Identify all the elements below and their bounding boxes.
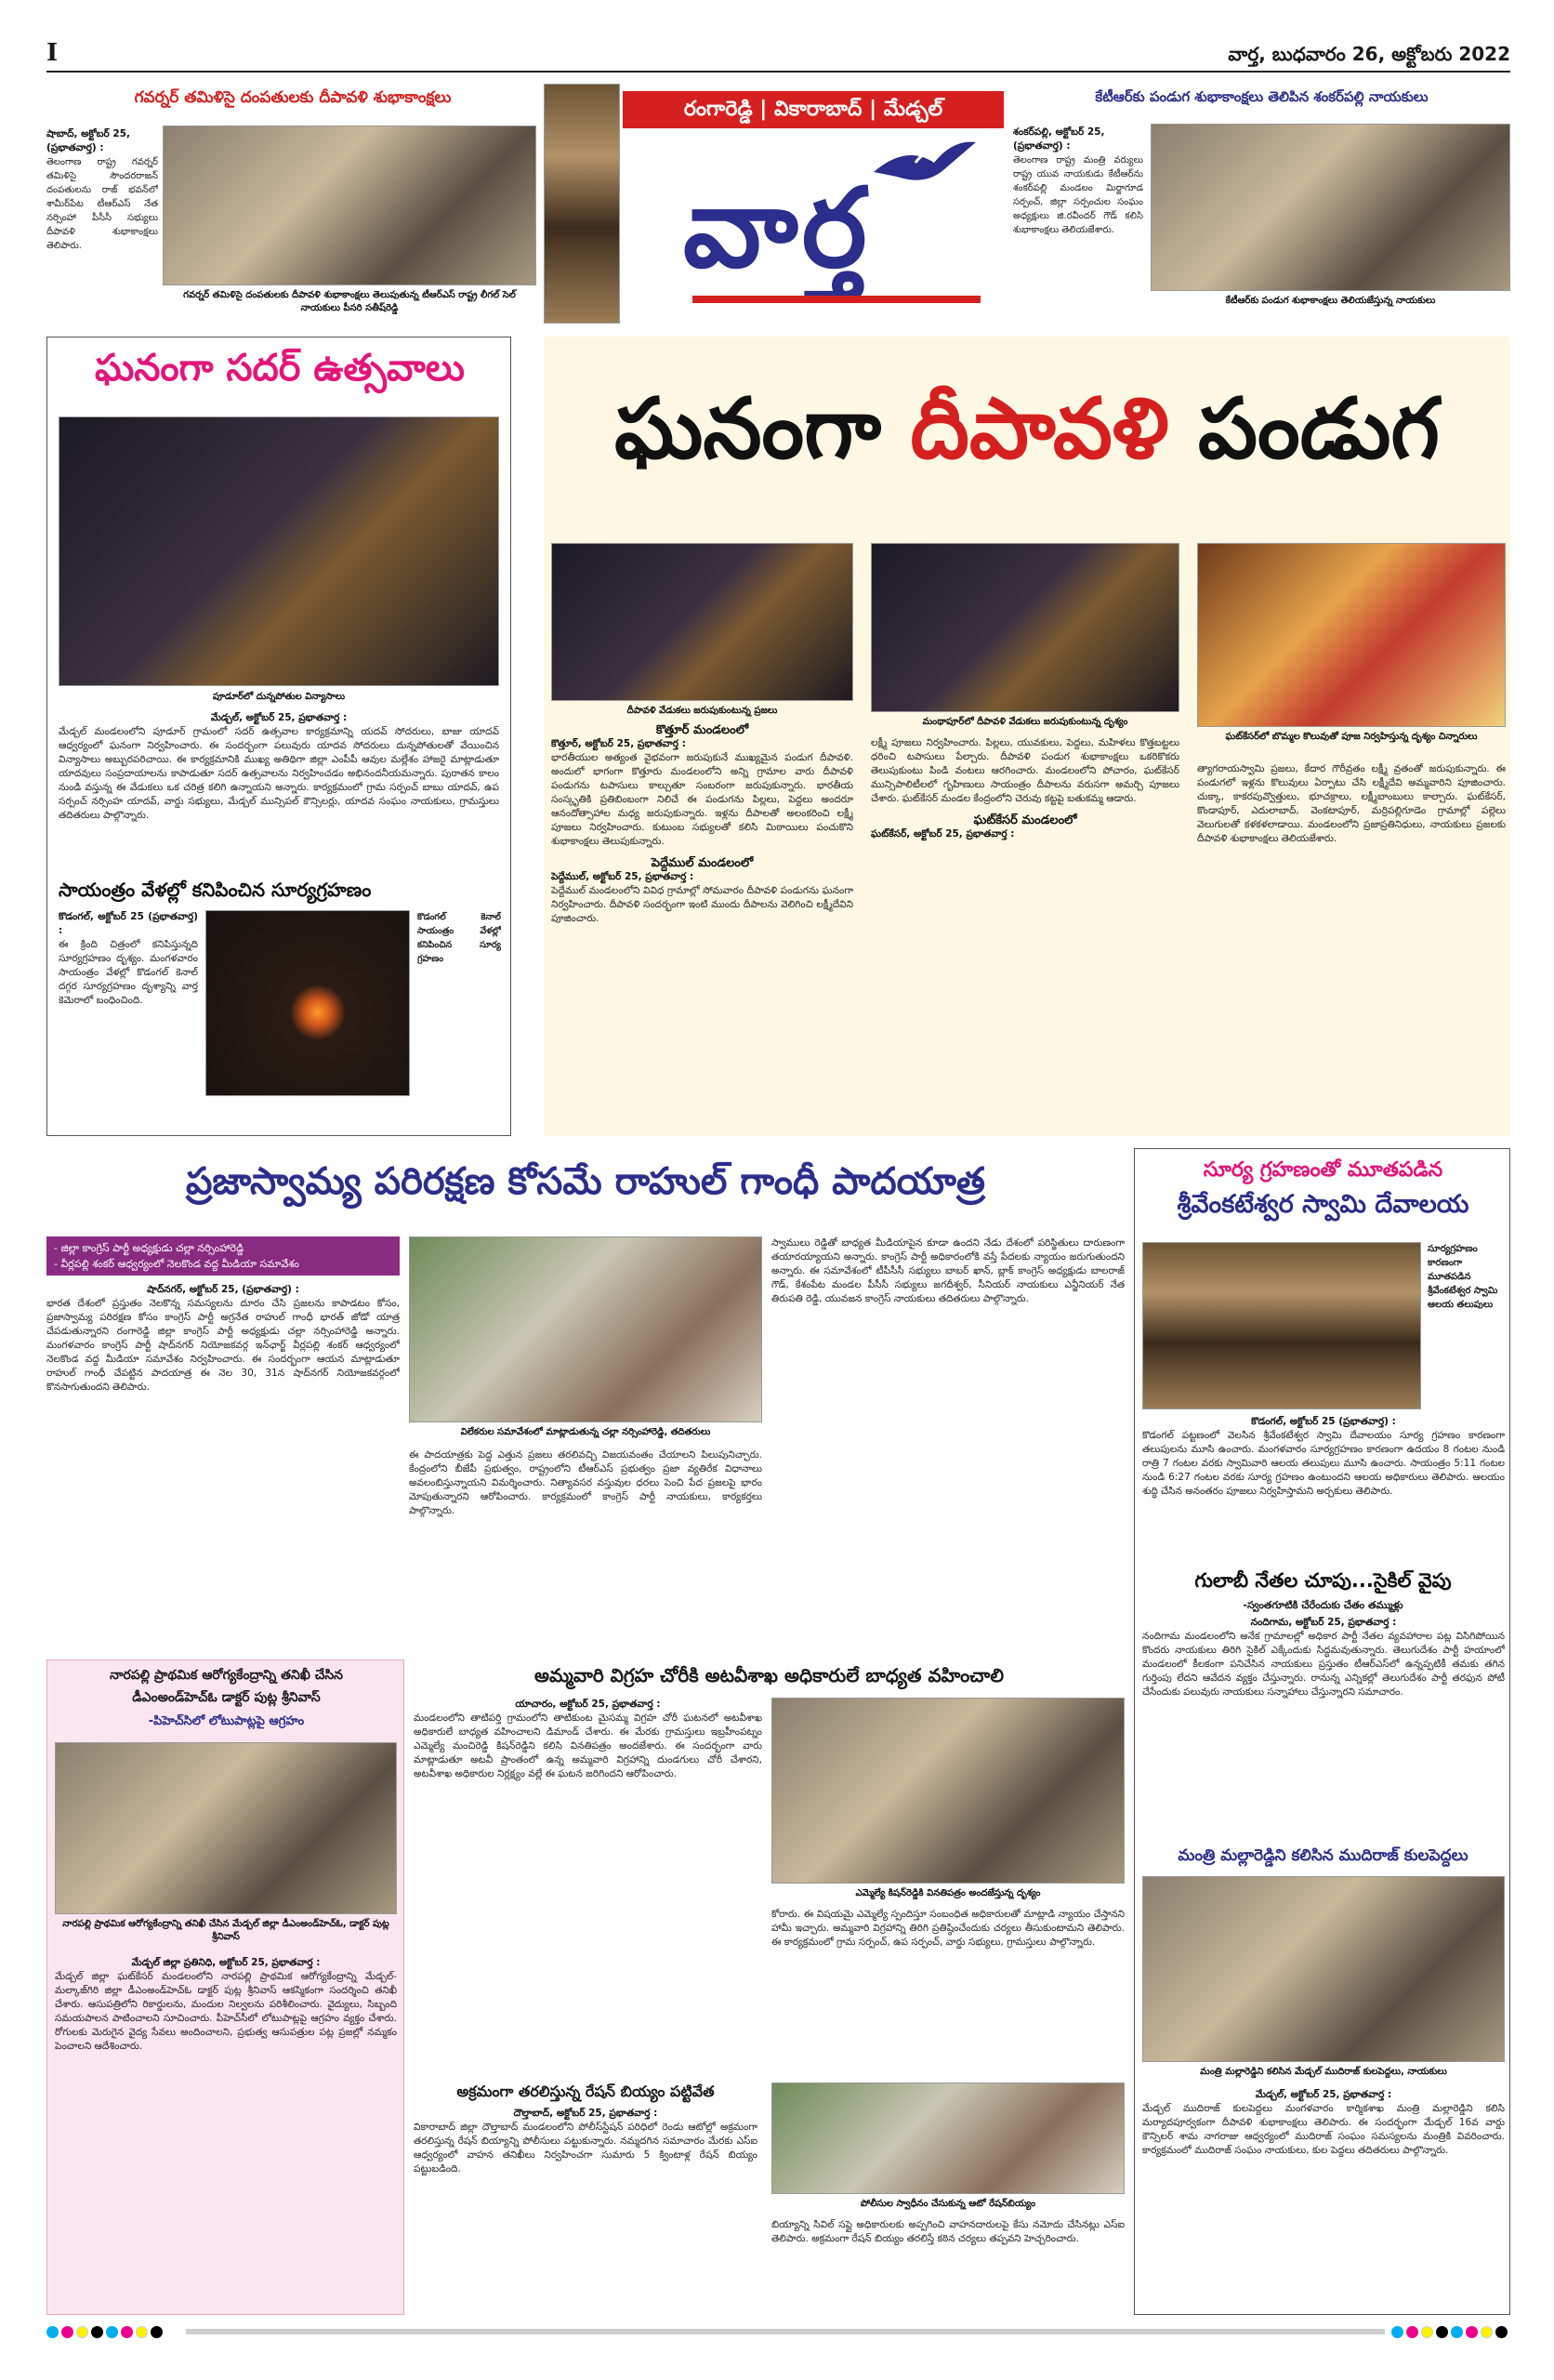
diwali-story [544,337,1510,1136]
ktr-body: శంకర్‌పల్లి, అక్టోబర్ 25, (ప్రభాతవార్త) : తెలంగాణ రాష్ట్ర మంత్రి వర్యులు రాష్ట్ర యువ నాయకుడు కేటీఆర్‌ను శంకర్‌పల్లి మండలం మిర్జాగూడ సర్పంచ్, జిల్లా సర్పంచుల సంఘం అధ్యక్షులు జి.రవీందర్ గౌడ్ కలిసి శుభాకాంక్షలు తెలియజేశారు. [1013,126,1143,235]
hospital-headline-1: నారపల్లి ప్రాథమిక ఆరోగ్యకేంద్రాన్ని తనిఖీ చేసిన [109,1668,344,1683]
eclipse-photo [205,910,410,1096]
eclipse-small-caption: కొడంగల్ కెనాల్ సాయంత్రం వేళల్లో కనిపించిన సూర్య గ్రహణం [417,912,501,964]
footer [46,2322,1510,2341]
governor-body: షాబాద్, అక్టోబర్ 25, (ప్రభాతవార్త) : తెలంగాణ రాష్ట్ర గవర్నర్ తమిళిసై సౌందరరాజన్ దంపతులను రాజ్ భవన్‌లో శామీర్‌పేట టీఆర్ఎస్ నేత నర్సింహా పీసీసీ సభ్యులు దీపావళి శుభాకాంక్షలు తెలిపారు. [46,128,158,251]
ration-photo [771,2082,1125,2194]
gulabi-body: నందిగామ, అక్టోబర్ 25, ప్రభాతవార్త : నందిగామ మండలంలోని అనేక గ్రామాలల్లో అధికార పార్టీ నేతల వ్యవహారాల పట్ల విసిగిపోయిన కొందరు నాయకులు తిరిగి సైకిల్ ఎక్కేందుకు సిద్ధమవుతున్నారు. తెలుగుదేశం పార్టీ హయాంలో మండలంలో కీలకంగా పనిచేసిన నాయకులు ప్రస్తుతం టీఆర్ఎస్‌లో ఉన్నప్పటికీ తమకు తగిన గుర్తింపు లేదని ఆవేదన వ్యక్తం చేస్తున్నారు. రానున్న ఎన్నికల్లో తెలుగుదేశం పార్టీ తరఫున పోటీ చేసేందుకు పలువురు నాయకులు సన్నాహాలు చేస్తున్నారని సమాచారం. [1142,1617,1505,1698]
ration-story [414,2082,1125,2315]
idol-col-1: యాచారం, అక్టోబర్ 25, ప్రభాతవార్త : మండలంలోని తాటిపర్తి గ్రామంలోని తాటికుంట మైసమ్మ విగ్రహ చోరీ ఘటనలో అటవీశాఖ అధికారులే బాధ్యత వహించాలని డిమాండ్ చేశారు. ఈ మేరకు గ్రామస్తులు ఇబ్రహీంపట్నం ఎమ్మెల్యే మంచిరెడ్డి కిషన్‌రెడ్డిని కలిసి వినతిపత్రం అందజేశారు. ఈ సందర్భంగా వారు మాట్లాడుతూ అటవీ ప్రాంతంలో ఉన్న అమ్మవారి విగ్రహాన్ని దుండగులు చోరీ చేశారని, అటవీశాఖ అధికారుల నిర్లక్ష్యం వల్లే ఈ ఘటన జరిగిందని ఆరోపించారు. [414,1699,762,1779]
dot [136,2326,148,2338]
minister-headline: మంత్రి మల్లారెడ్డిని కలిసిన ముదిరాజ్ కులపెద్దలు [1178,1846,1468,1865]
diwali-headline-2: దీపావళి [910,380,1169,478]
ktr-story [1013,88,1510,321]
diwali-col-1: కొత్తూర్ మండలంలో కొత్తూర్, అక్టోబర్ 25, ప్రభాతవార్త : భారతీయుల అత్యంత వైభవంగా జరుపుకునే ముఖ్యమైన పండుగ దీపావళి. అందులో భాగంగా కొత్తూరు మండలంలోని అన్ని గ్రామాల వారు దీపావళి పండుగను టపాసులు కాల్చుతూ సంబరంగా జరుపుకున్నారు. భారతీయ సంస్కృతికి ప్రతిబింబంగా నిలిచే ఈ పండుగను పిల్లలు, పెద్దలు అందరూ ఆనందోత్సాహాల మధ్య జరుపుకున్నారు. ఇళ్లను దీపాలతో అలంకరించి లక్ష్మీ పూజలు నిర్వహించారు. కుటుంబ సభ్యులతో కలిసి మిఠాయిలు పంచుకొని శుభాకాంక్షలు తెలుపుకున్నారు. పెద్దేముల్ మండలంలో పెద్దేముల్, అక్టోబర్ 25, ప్రభాతవార్త : పెద్దేముల్ మండలంలోని వివిధ గ్రామాల్లో సోమవారం దీపావళి పండుగను ఘనంగా నిర్వహించారు. దీపావళి సందర్భంగా ఇంటి ముందు దీపాలను వెలిగించి లక్ష్మీదేవిని పూజించారు. [551,723,853,924]
diwali-col-3: త్యాగరాయస్వామి ప్రజలు, కేదార గౌరీవ్రతం లక్ష్మీ వ్రతంతో జరుపుకున్నారు. ఈ పండుగలో ఇళ్లను కొలువులు ఏర్పాటు చేసి లక్ష్మీదేవి అమ్మవారిని పూజించారు. చుక్కా, కాకరపువ్వొత్తులు, భూచక్రాలు, లక్ష్మీబాంబులు కాల్చారు. ఘట్‌కేసర్, కొండాపూర్, ఎదులాబాద్, వెంకటాపూర్, మర్రిపల్లిగూడెం గ్రామాల్లో పల్లెలు వెలుగులతో కళకళలాడాయి. మండలంలోని ప్రజాప్రతినిధులు, నాయకులు ప్రజలకు దీపావళి శుభాకాంక్షలు తెలియజేశారు. [1197,763,1506,844]
dot [1421,2326,1433,2338]
sadar-photo [59,416,499,686]
rahul-tag-2: - వీర్లపల్లి శంకర్ ఆధ్వర్యంలో నెలకొండ వద్ద మీడియా సమావేశం [54,1258,299,1270]
registration-dots-left [46,2324,165,2342]
dot [1451,2326,1463,2338]
eclipse-small-headline: సాయంత్రం వేళల్లో కనిపించిన సూర్యగ్రహణం [59,879,372,901]
dove-icon [869,135,981,191]
eclipse-small-body: కొడంగల్, అక్టోబర్ 25 (ప్రభాతవార్త) : ఈ క్రింది చిత్రంలో కనిపిస్తున్నది సూర్యగ్రహణం దృశ్యం. మంగళవారం సాయంత్రం వేళల్లో కొడంగల్ కెనాల్ దగ్గర సూర్యగ్రహణం దృశ్యాన్ని వార్త కెమెరాలో బంధించింది. [59,911,198,1006]
ktr-photo [1151,124,1510,291]
rahul-col-1: షాద్‌నగర్, అక్టోబర్ 25, (ప్రభాతవార్త) : భారత దేశంలో ప్రస్తుతం నెలకొన్న సమస్యలను దూరం చేసి ప్రజలను కాపాడటం కోసం, ప్రజాస్వామ్య పరిరక్షణ కోసం కాంగ్రెస్ పార్టీ అగ్రనేత రాహుల్ గాంధీ భారత్ జోడో యాత్ర చేపడుతున్నారని రంగారెడ్డి జిల్లా కాంగ్రెస్ పార్టీ అధ్యక్షుడు చల్లా నర్సింహారెడ్డి అన్నారు. మంగళవారం కాంగ్రెస్ పార్టీ షాద్‌నగర్ నియోజకవర్గ ఇన్‌ఛార్జ్ వీర్లపల్లి శంకర్ ఆధ్వర్యంలో నెలకొండ వద్ద మీడియా సమావేశం నిర్వహించారు. ఈ సందర్భంగా ఆయన మాట్లాడుతూ రాహుల్ గాంధీ చేపట్టిన పాదయాత్ర ఈ నెల 30, 31న షాద్‌నగర్ నియోజకవర్గంలో కొనసాగుతుందని తెలిపారు. [46,1284,400,1393]
sadar-story [46,337,511,1136]
dot [46,2326,59,2338]
hospital-story [46,1659,404,2315]
diwali-headline [544,337,1510,522]
edition-banner: రంగారెడ్డి | వికారాబాద్ | మేడ్చల్ [623,91,1004,128]
idol-caption: ఎమ్మెల్యే కిషన్‌రెడ్డికి వినతిపత్రం అందజేస్తున్న దృశ్యం [855,1888,1041,1898]
dot [1436,2326,1448,2338]
dot [1391,2326,1403,2338]
rahul-headline: ప్రజాస్వామ్య పరిరక్షణ కోసమే రాహుల్ గాంధీ పాదయాత్ర [185,1160,986,1203]
diwali-photo-1 [551,543,853,701]
temple-masthead-photo [544,84,620,324]
page-number: I [46,39,59,67]
ration-headline: అక్రమంగా తరలిస్తున్న రేషన్ బియ్యం పట్టివేత [456,2082,715,2100]
hospital-body: మేడ్చల్ జిల్లా ప్రతినిధి, అక్టోబర్ 25, ప్రభాతవార్త : మేడ్చల్ జిల్లా ఘట్‌కేసర్ మండలంలోని నారపల్లి ప్రాథమిక ఆరోగ్యకేంద్రాన్ని మేడ్చల్-మల్కాజ్‌గిరి జిల్లా డీఎంఅండ్‌హెచ్‌ఓ డాక్టర్ పుట్ల శ్రీనివాస్ ఆకస్మికంగా సందర్శించి తనిఖీ చేశారు. ఆసుపత్రిలోని రికార్డులను, మందుల నిల్వలను పరిశీలించారు. వైద్యులు, సిబ్బంది సమయపాలన పాటించాలని సూచించారు. పీహెచ్‌సీలో లోటుపాట్లపై ఆగ్రహం వ్యక్తం చేశారు. రోగులకు మెరుగైన వైద్య సేవలు అందించాలని, ప్రభుత్వ ఆసుపత్రుల పట్ల ప్రజల్లో నమ్మకం పెంచాలని ఆదేశించారు. [55,1957,397,2052]
diwali-headline-3: పండుగ [1198,380,1440,478]
governor-headline: గవర్నర్ తమిళిసై దంపతులకు దీపావళి శుభాకాంక్షలు [134,88,452,107]
rahul-photo [409,1236,762,1422]
diwali-caption-2: మంథాపూర్‌లో దీపావళి వేడుకలు జరుపుకుంటున్న దృశ్యం [922,717,1128,727]
rahul-caption: విలేకరుల సమావేశంలో మాట్లాడుతున్న చల్లా నర్సింహారెడ్డి, తదితరులు [460,1427,711,1437]
temple-closed-photo [1142,1242,1421,1409]
dot [1495,2326,1508,2338]
temple-closed-body: కొడంగల్, అక్టోబర్ 25 (ప్రభాతవార్త) : కొడంగల్ పట్టణంలో వెలసిన శ్రీవేంకటేశ్వర స్వామి దేవాలయం సూర్య గ్రహణం కారణంగా తలుపులను మూసి ఉంచారు. మంగళవారం సూర్యగ్రహణం కారణంగా ఉదయం 8 గంటల నుండి రాత్రి 7 గంటల వరకు స్వామివారి ఆలయ తలుపులు మూసి ఉంచారు. సాయంత్రం 5:11 గంటల నుండి 6:27 గంటల వరకు సూర్య గ్రహణం ఉంటుందని ఆలయ అధికారులు తెలిపారు. ఆలయం శుద్ధి చేసిన అనంతరం పూజలు నిర్వహిస్తామని అర్చకులు తెలిపారు. [1142,1416,1505,1497]
diwali-caption-1: దీపావళి వేడుకలు జరుపుకుంటున్న ప్రజలు [626,706,778,716]
minister-photo [1142,1876,1505,2062]
gulabi-headline: గులాబీ నేతల చూపు...సైకిల్ వైపు [1194,1569,1452,1592]
idol-headline: అమ్మవారి విగ్రహ చోరీకి అటవీశాఖ అధికారులే బాధ్యత వహించాలి [534,1664,1004,1686]
governor-caption: గవర్నర్ తమిళిసై దంపతులకు దీపావళి శుభాకాంక్షలు తెలుపుతున్న టీఆర్ఎస్ రాష్ట్ర లీగల్ సెల్ నాయకులు పీసరి సతీష్‌రెడ్డి [183,290,516,313]
ration-caption: పోలీసుల స్వాధీనం చేసుకున్న ఆటో రేషన్‌బియ్యం [860,2199,1036,2209]
idol-col-2: కోరారు. ఈ విషయమై ఎమ్మెల్యే స్పందిస్తూ సంబంధిత అధికారులతో మాట్లాడి న్యాయం చేస్తానని హామీ ఇచ్చారు. అమ్మవారి విగ్రహాన్ని తిరిగి ప్రతిష్ఠించేందుకు చర్యలు తీసుకుంటామని తెలిపారు. ఈ కార్యక్రమంలో గ్రామ సర్పంచ్, ఉప సర్పంచ్, వార్డు సభ్యులు, గ్రామస్తులు పాల్గొన్నారు. [771,1909,1125,1948]
sadar-body: మేడ్చల్, అక్టోబర్ 25, ప్రభాతవార్త : మేడ్చల్ మండలంలోని పూడూర్ గ్రామంలో సదర్ ఉత్సవాల కార్యక్రమాన్ని యదవ్ సోదరులు, బాజు యాదవ్ ఆధ్వర్యంలో ఘనంగా నిర్వహించారు. ఈ సందర్భంగా పలువురు యాదవ సోదరులు దున్నపోతులతో వేయించిన విన్యాసాలు అబ్బురపరిచాయి. ఈ కార్యక్రమానికి ముఖ్య అతిథిగా జిల్లా ఎంపీపీ ఆవుల మల్లేశం హాజరై మాట్లాడుతూ యాదవులు సంప్రదాయాలను కాపాడుతూ సదర్ ఉత్సవాలను నిర్వహించడం అభినందనీయమన్నారు. పురాతన కాలం నుండి వస్తున్న ఈ వేడుకలు ఒక చరిత్ర కలిగి ఉన్నాయని అన్నారు. కార్యక్రమంలో గ్రామ సర్పంచ్ బాబు యాదవ్, ఉప సర్పంచ్ నర్సింహ యాదవ్, వార్డు సభ్యులు, మేడ్చల్ మున్సిపల్ కౌన్సిలర్లు, యాదవ సంఘం నాయకులు, గ్రామస్తులు తదితరులు పాల్గొన్నారు. [59,712,499,821]
logo-underline [692,296,981,303]
hospital-caption: నారపల్లి ప్రాథమిక ఆరోగ్యకేంద్రాన్ని తనిఖీ చేసిన మేడ్చల్ జిల్లా డీఎంఅండ్‌హెచ్‌ఓ, డాక్టర్ పుట్ల శ్రీనివాస్ [62,1919,389,1942]
gulabi-subhead: -స్వంతగూటికి చేరేందుకు చేతం తమ్ముళ్లు [1243,1599,1403,1611]
page-header [46,37,1510,73]
governor-photo [163,126,536,285]
diwali-photo-3 [1197,543,1506,727]
sadar-caption: పూడూర్‌లో దున్నపోతుల విన్యాసాలు [212,692,346,702]
diwali-caption-3: ఘట్‌కేసర్‌లో బొమ్మల కొలువుతో పూజ నిర్వహిస్తున్న దృశ్యం చిన్నారులు [1225,732,1478,742]
ktr-headline: కేటీఆర్‌కు పండుగ శుభాకాంక్షలు తెలిపిన శంకర్‌పల్లి నాయకులు [1095,88,1429,105]
hospital-headline-3: -పిహెచ్‌సిలో లోటుపాట్లపై ఆగ్రహం [148,1714,305,1728]
dot [1406,2326,1418,2338]
dot [151,2326,163,2338]
governor-story [46,88,539,321]
footer-bar [186,2329,1385,2334]
diwali-col-2: లక్ష్మీ పూజలు నిర్వహించారు. పిల్లలు, యువకులు, పెద్దలు, మహిళలు కొత్తబట్టలు ధరించి టపాసులు పేల్చారు. దీపావళి పండుగ శుభాకాంక్షలు ఒకరికొకరు తెలుపుకుంటు పిండి వంటలు ఆరగించారు. మండలంలోని పోచారం, ఘట్‌కేసర్ మున్సిపాలిటీలలో గృహిణులు సాయంత్రం దీపాలను వరుసగా అమర్చి పూజలు చేశారు. ఘట్‌కేసర్ మండల కేంద్రంలోని చెరువు కట్టపై బతుకమ్మ ఆడారు. ఘట్‌కేసర్ మండలంలో ఘట్‌కేసర్, అక్టోబర్ 25, ప్రభాతవార్త : [871,737,1179,840]
hospital-headline-2: డీఎంఅండ్‌హెచ్‌ఓ డాక్టర్ పుట్ల శ్రీనివాస్ [132,1690,321,1705]
dot [91,2326,103,2338]
dot [106,2326,118,2338]
idol-story [414,1664,1125,2073]
idol-photo [771,1698,1125,1884]
hospital-photo [55,1742,397,1914]
rahul-col-3: స్వాములు రెడ్డితో బాధ్యత మీడియాపైన కూడా ఉందని నేడు దేశంలో పరిస్థితులు దారుణంగా తయారయ్యాయని అన్నారు. కాంగ్రెస్ పార్టీ అధికారంలోకి వస్తే పేదలకు న్యాయం జరుగుతుందని అన్నారు. ఈ సమావేశంలో టీపీసీసీ సభ్యులు బాబర్ ఖాన్, బ్లాక్ కాంగ్రెస్ అధ్యక్షుడు బాలరాజ్ గౌడ్, కేశంపేట మండల పీసీసీ సభ్యులు జగదీశ్వర్, సీనియర్ నాయకులు ఎన్జీనియర్ నేత తిరుపతి రెడ్డి, యువజన కాంగ్రెస్ నాయకులు తదితరులు పాల్గొన్నారు. [771,1237,1125,1304]
temple-headline-1: సూర్య గ్రహణంతో మూతపడిన [1203,1158,1443,1182]
temple-closed-caption: సూర్యగ్రహణం కారణంగా మూతపడిన శ్రీవేంకటేశ్వర స్వామి ఆలయ తలుపులు [1428,1244,1498,1310]
dot [121,2326,133,2338]
dot [61,2326,73,2338]
dot [1481,2326,1493,2338]
registration-dots-right [1391,2324,1510,2342]
right-column [1134,1148,1510,2315]
rahul-story [46,1153,1125,1655]
rahul-tag-1: - జిల్లా కాంగ్రెస్ పార్టీ అధ్యక్షుడు చల్లా నర్సింహారెడ్డి [54,1242,244,1254]
minister-body: మేడ్చల్, అక్టోబర్ 25, ప్రభాతవార్త : మేడ్చల్ ముదిరాజ్ కులపెద్దలు మంగళవారం కార్మికశాఖ మంత్రి మల్లారెడ్డిని కలిసి మర్యాదపూర్వకంగా దీపావళి శుభాకాంక్షలు తెలిపారు. ఈ సందర్భంగా మేడ్చల్ 16వ వార్డు కౌన్సిలర్ శామ నాగరాజు ఆధ్వర్యంలో ముదిరాజ్ సంఘం సమస్యలను మంత్రికి వివరించారు. కార్యక్రమంలో ముదిరాజ్ సంఘం నాయకులు, కుల పెద్దలు తదితరులు పాల్గొన్నారు. [1142,2089,1505,2156]
sadar-headline: ఘనంగా సదర్ ఉత్సవాలు [95,347,465,390]
ktr-caption: కేటీఆర్‌కు పండుగ శుభాకాంక్షలు తెలియజేస్తున్న నాయకులు [1225,296,1436,306]
masthead [544,84,1004,325]
rahul-tags [46,1236,400,1276]
masthead-logo: వార్త [683,164,871,292]
diwali-headline-1: ఘనంగా [614,380,882,478]
ration-col-1: దౌల్తాబాద్, అక్టోబర్ 25, ప్రభాతవార్త : వికారాబాద్ జిల్లా దౌల్తాబాద్ మండలంలోని పోలీస్‌స్టేషన్ పరిధిలో రెండు ఆటోల్లో అక్రమంగా తరలిస్తున్న రేషన్ బియ్యాన్ని పోలీసులు పట్టుకున్నారు. నమ్మదగిన సమాచారం మేరకు ఎస్ఐ ఆధ్వర్యంలో వాహన తనిఖీలు నిర్వహించగా సుమారు 5 క్వింటాళ్ల రేషన్ బియ్యం పట్టుబడింది. [414,2108,757,2175]
ration-col-2: బియ్యాన్ని సివిల్ సప్లై అధికారులకు అప్పగించి వాహనదారులపై కేసు నమోదు చేసినట్లు ఎస్ఐ తెలిపారు. అక్రమంగా రేషన్ బియ్యం తరలిస్తే కఠిన చర్యలు తప్పవని హెచ్చరించారు. [771,2219,1125,2244]
minister-caption: మంత్రి మల్లారెడ్డిని కలిసిన మేడ్చల్ ముదిరాజ్ కులపెద్దలు, నాయకులు [1200,2067,1447,2077]
rahul-col-2: ఈ పాదయాత్రకు పెద్ద ఎత్తున ప్రజలు తరలివచ్చి విజయవంతం చేయాలని పిలుపునిచ్చారు. కేంద్రంలోని బీజేపీ ప్రభుత్వం, రాష్ట్రంలోని టీఆర్ఎస్ ప్రభుత్వం ప్రజా వ్యతిరేక విధానాలు అవలంబిస్తున్నాయని విమర్శించారు. నిత్యావసర వస్తువుల ధరలు పెంచి పేద ప్రజలపై భారం మోపుతున్నారని ఆరోపించారు. కార్యక్రమంలో కాంగ్రెస్ పార్టీ నాయకులు, కార్యకర్తలు పాల్గొన్నారు. [409,1449,762,1516]
date-line: వార్త, బుధవారం 26, అక్టోబరు 2022 [1228,43,1510,65]
dot [1466,2326,1478,2338]
dot [76,2326,88,2338]
diwali-photo-2 [871,543,1179,712]
temple-headline-2: శ్రీవేంకటేశ్వర స్వామి దేవాలయ [1177,1190,1469,1219]
